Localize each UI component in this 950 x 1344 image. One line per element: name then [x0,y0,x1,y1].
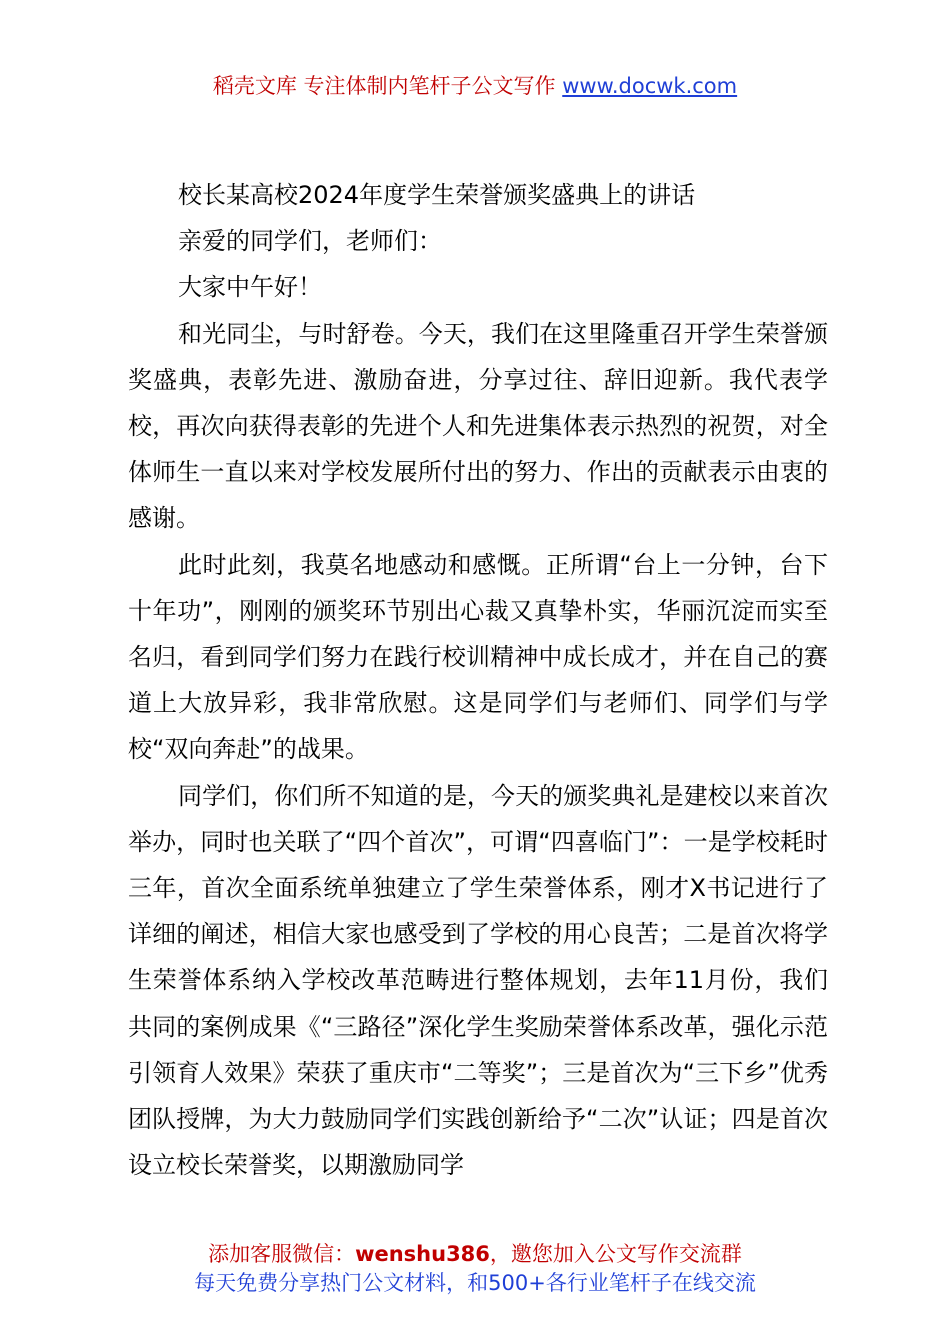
paragraph: 同学们，你们所不知道的是，今天的颁奖典礼是建校以来首次举办，同时也关联了“四个首次”，可谓“四喜临门”：一是学校耗时三年，首次全面系统单独建立了学生荣誉体系，刚才X书记进行了详细的阐述，相信大家也感受到了学校的用心良苦；二是首次将学生荣誉体系纳入学校改革范畴进行整体规划，去年11月份，我们共同的案例成果《“三路径”深化学生奖励荣誉体系改革，强化示范引领育人效果》荣获了重庆市“二等奖”；三是首次为“三下乡”优秀团队授牌，为大力鼓励同学们实践创新给予“二次”认证；四是首次设立校长荣誉奖，以期激励同学 [128,781,828,1180]
footer-contact-line [0,1240,950,1269]
footer-promo-line: 每天免费分享热门公文材料，和500+各行业笔杆子在线交流 [194,1271,756,1295]
site-link[interactable]: www.docwk.com [562,74,738,98]
page-footer [0,1240,950,1298]
paragraph: 和光同尘，与时舒卷。今天，我们在这里隆重召开学生荣誉颁奖盛典，表彰先进、激励奋进，分享过往、辞旧迎新。我代表学校，再次向获得表彰的先进个人和先进集体表示热烈的祝贺，对全体师生一直以来对学校发展所付出的努力、作出的贡献表示由衷的感谢。 [128,319,828,533]
brand-tagline: 稻壳文库 专注体制内笔杆子公文写作 [212,74,556,98]
paragraph: 此时此刻，我莫名地感动和感慨。正所谓“台上一分钟，台下十年功”，刚刚的颁奖环节别出心裁又真挚朴实，华丽沉淀而实至名归，看到同学们努力在践行校训精神中成长成才，并在自己的赛道上大放异彩，我非常欣慰。这是同学们与老师们、同学们与学校“双向奔赴”的战果。 [128,550,828,764]
document-body [128,172,828,1188]
footer-prefix: 添加客服微信： [208,1242,356,1266]
greeting: 大家中午好！ [178,273,322,302]
footer-suffix: ，邀您加入公文写作交流群 [489,1242,742,1266]
wechat-id: wenshu386 [355,1242,490,1266]
page-header [0,70,950,100]
document-title: 校长某高校2024年度学生荣誉颁奖盛典上的讲话 [178,181,696,209]
salutation: 亲爱的同学们，老师们： [178,227,442,256]
